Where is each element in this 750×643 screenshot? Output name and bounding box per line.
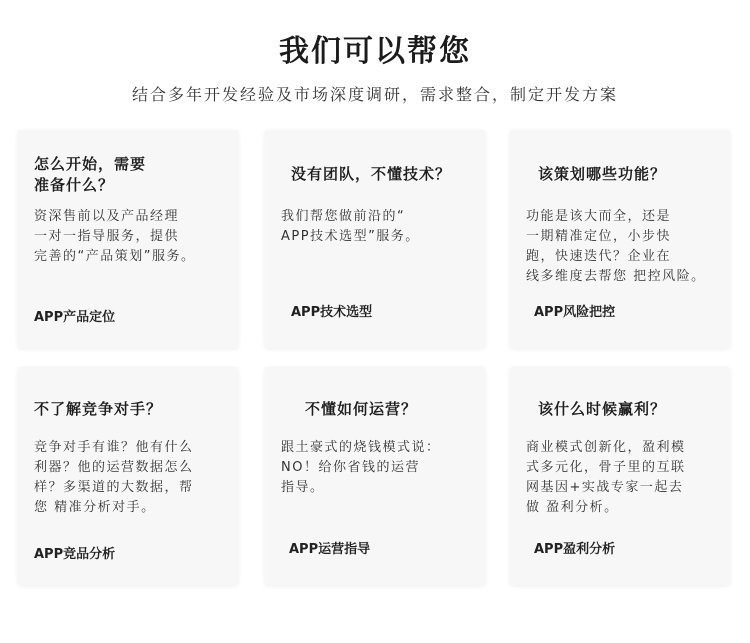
- card-tag: APP产品定位: [34, 310, 116, 325]
- page-title: 我们可以帮您: [279, 34, 471, 69]
- card-description: [34, 207, 228, 267]
- card-description-line: 一对一指导服务，提供: [34, 229, 180, 244]
- card-description-line: 网基因+实战专家一起去: [526, 480, 684, 495]
- card-question-line: 该策划哪些功能？: [538, 165, 667, 183]
- card-question-line: 不懂如何运营？: [305, 400, 418, 418]
- card-description-line: 跟土豪式的烧钱模式说：: [281, 440, 441, 455]
- card-description-line: 式多元化，骨子里的互联: [526, 460, 686, 475]
- card-description-line: 您 精准分析对手。: [34, 500, 156, 515]
- card-question-line: 准备什么？: [34, 176, 115, 194]
- service-card-profit-analysis: [510, 367, 730, 585]
- card-description-line: 资深售前以及产品经理: [34, 209, 180, 224]
- card-description-line: NO！给你省钱的运营: [281, 460, 420, 475]
- card-description-line: 线多维度去帮您 把控风险。: [526, 269, 706, 284]
- card-description: [281, 207, 475, 247]
- card-description-line: APP技术选型”服务。: [281, 229, 420, 244]
- card-description-line: 一期精准定位，小步快: [526, 229, 672, 244]
- card-tag: APP技术选型: [291, 305, 373, 320]
- card-question: [305, 399, 469, 420]
- card-description-line: 商业模式创新化，盈利模: [526, 440, 686, 455]
- service-card-operation-guidance: [265, 367, 485, 585]
- card-description-line: 我们帮您做前沿的“: [281, 209, 406, 224]
- card-question: [34, 399, 222, 420]
- page-subtitle: 结合多年开发经验及市场深度调研，需求整合，制定开发方案: [131, 85, 618, 104]
- card-question: [291, 164, 469, 185]
- card-tag: APP风险把控: [534, 305, 616, 320]
- card-question: [538, 399, 714, 420]
- card-question-line: 怎么开始，需要: [34, 155, 147, 173]
- card-description-line: 完善的“产品策划”服务。: [34, 249, 196, 264]
- service-card-product-positioning: [18, 130, 238, 348]
- card-description-line: 样？多渠道的大数据，帮: [34, 480, 194, 495]
- card-description-line: 功能是该大而全，还是: [526, 209, 672, 224]
- card-question-line: 该什么时候赢利？: [538, 400, 667, 418]
- card-tag: APP盈利分析: [534, 542, 616, 557]
- card-question: [34, 154, 222, 196]
- service-card-competitor-analysis: [18, 367, 238, 585]
- service-card-risk-control: [510, 130, 730, 348]
- card-question-line: 不了解竞争对手？: [34, 400, 163, 418]
- card-tag: APP竞品分析: [34, 547, 116, 562]
- card-description: [526, 207, 730, 287]
- card-description: [281, 438, 481, 498]
- card-question: [538, 164, 714, 185]
- card-description: [526, 438, 726, 518]
- card-description-line: 指导。: [281, 480, 325, 495]
- service-card-tech-selection: [265, 130, 485, 348]
- card-description-line: 做 盈利分析。: [526, 500, 619, 515]
- card-description-line: 跑，快速迭代？企业在: [526, 249, 672, 264]
- card-description: [34, 438, 234, 518]
- card-description-line: 利器？他的运营数据怎么: [34, 460, 194, 475]
- card-question-line: 没有团队，不懂技术？: [291, 165, 452, 183]
- card-tag: APP运营指导: [289, 542, 371, 557]
- card-description-line: 竞争对手有谁？他有什么: [34, 440, 194, 455]
